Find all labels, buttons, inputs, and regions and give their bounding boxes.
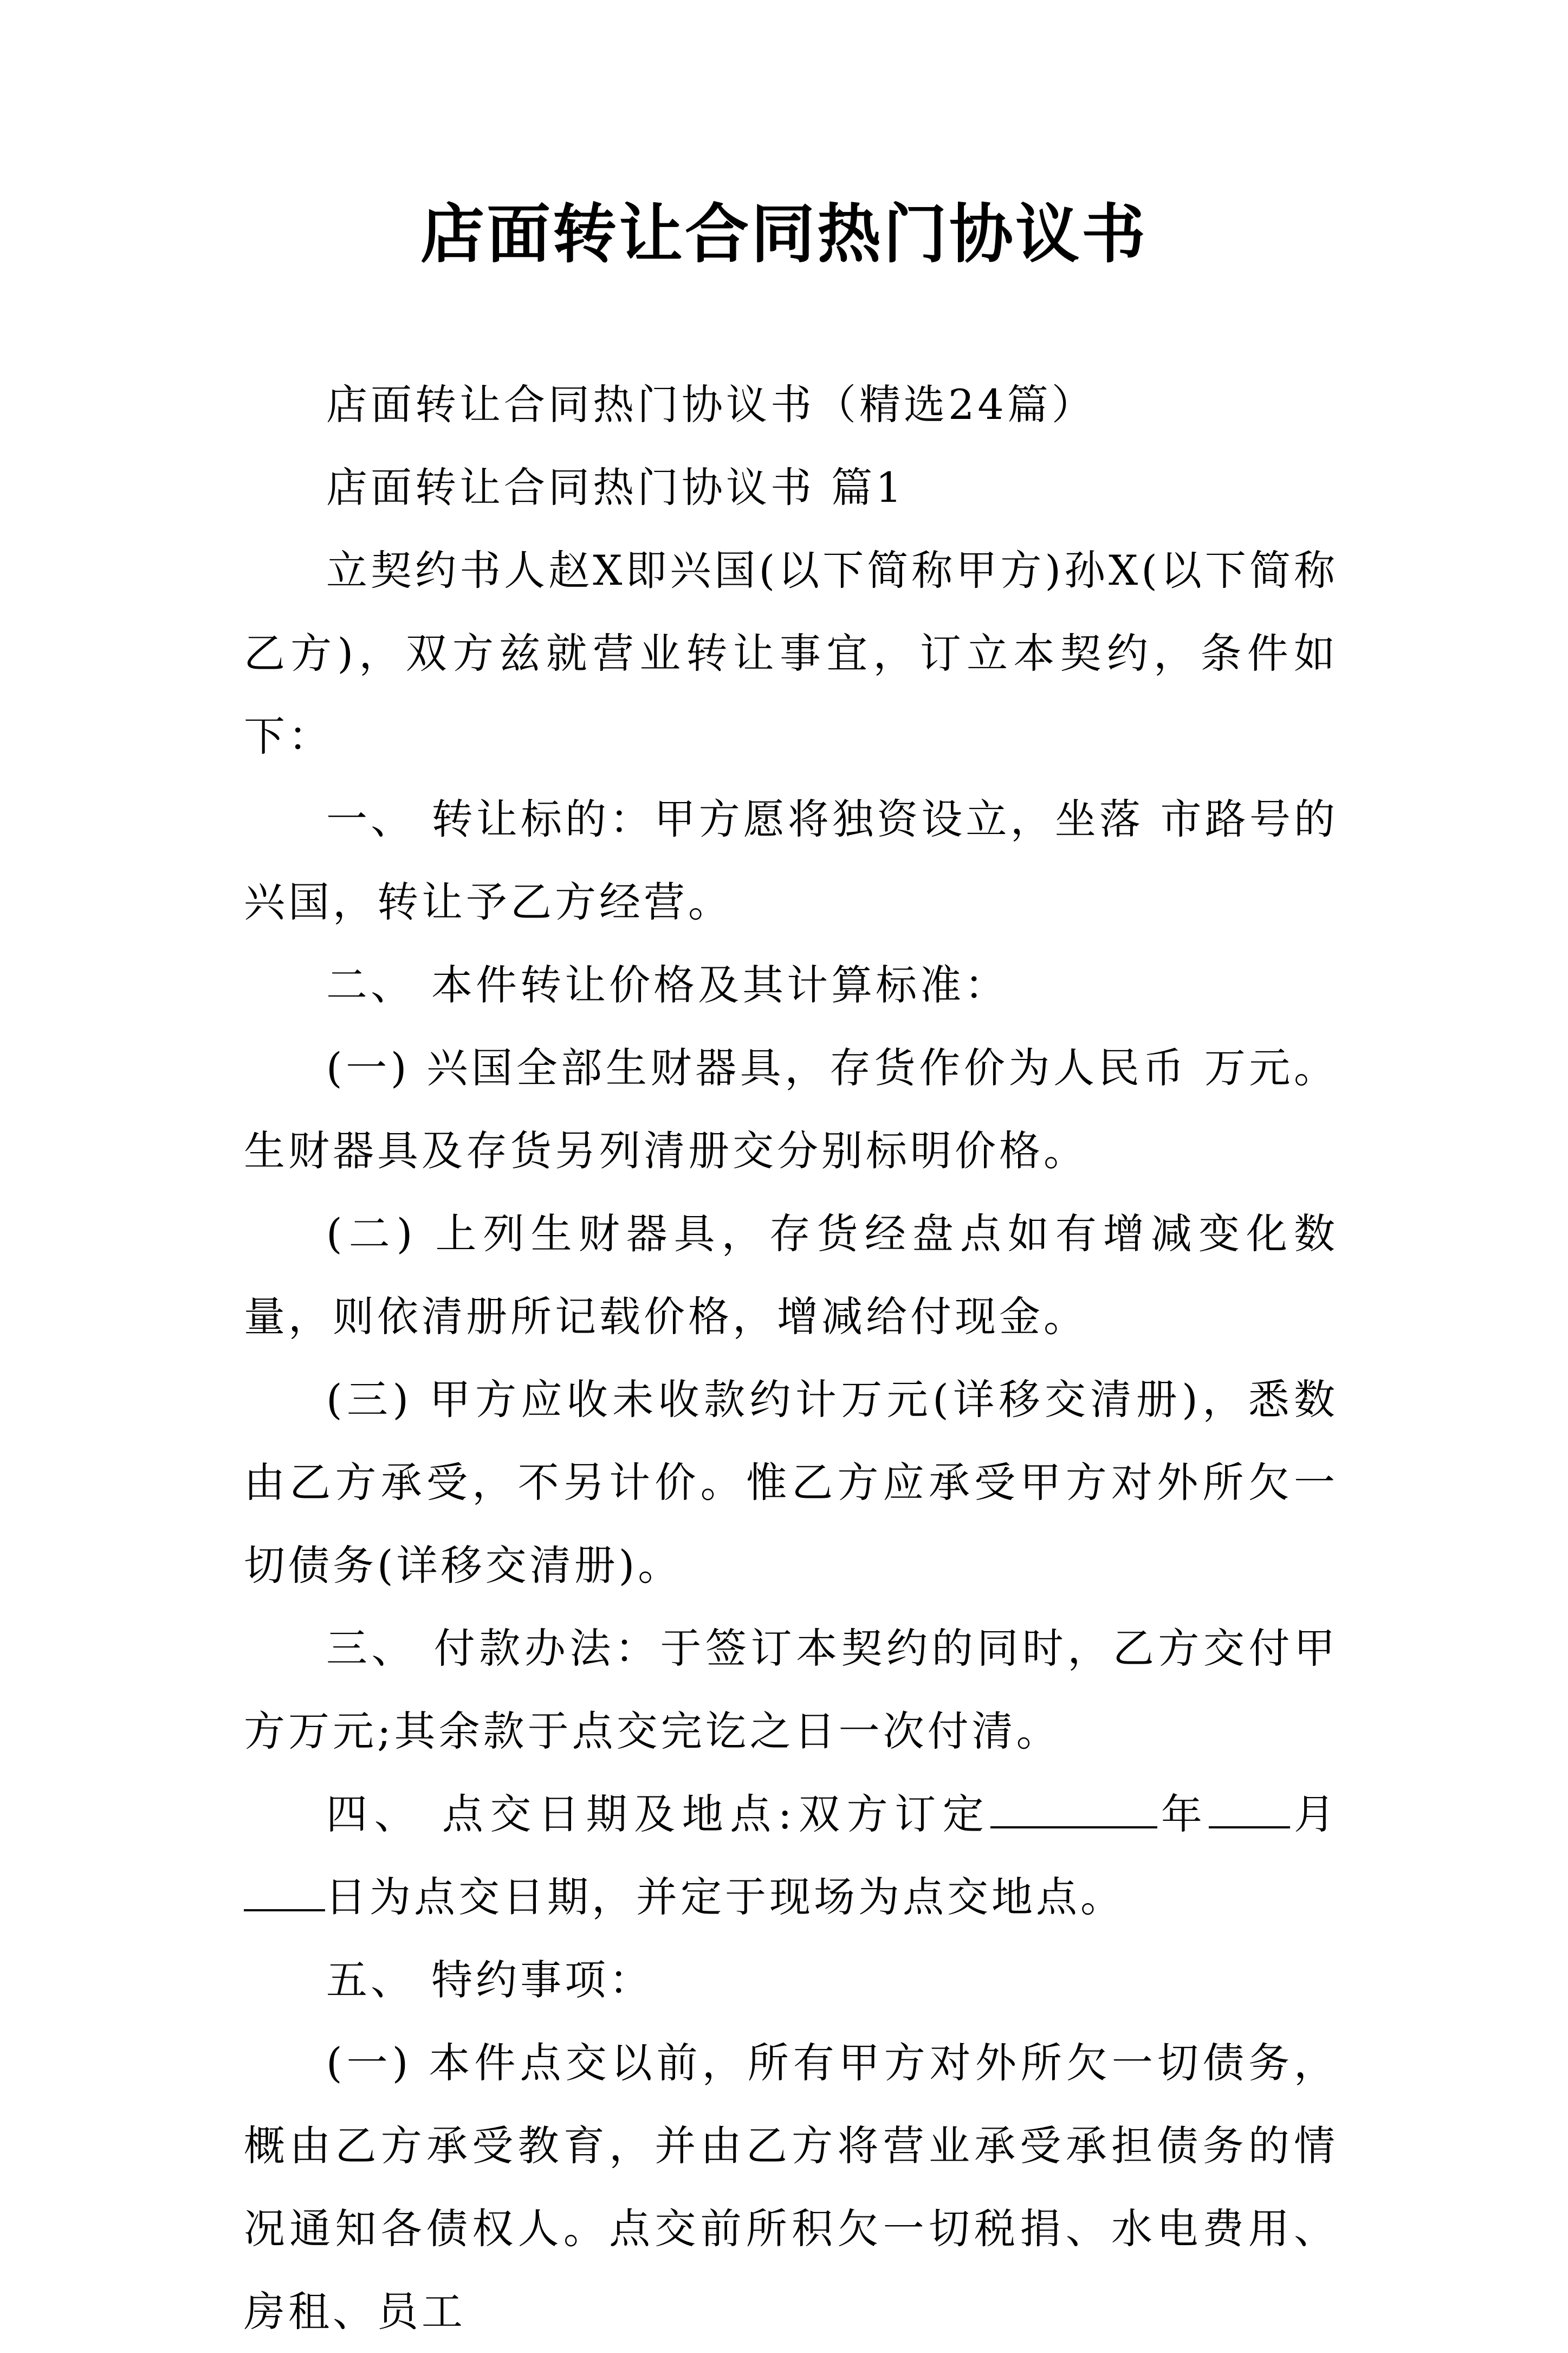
year-label: 年 [1157,1790,1209,1838]
subtitle-paragraph: 店面转让合同热门协议书（精选24篇） [326,380,1096,429]
document-body [244,363,1338,2353]
body-paragraph: (三) 甲方应收未收款约计万元(详移交清册)，悉数由乙方承受，不另计价。惟乙方应承受甲方对外所欠一切债务(详移交清册)。 [244,1375,1338,1589]
month-blank [1209,1792,1290,1828]
day-blank [244,1874,325,1911]
document-title: 店面转让合同热门协议书 [420,196,1148,272]
year-blank [990,1792,1157,1828]
body-paragraph: 一、 转让标的：甲方愿将独资设立，坐落 市路号的兴国，转让予乙方经营。 [244,795,1338,926]
date-prefix: 四、 点交日期及地点:双方订定 [326,1790,991,1838]
date-paragraph [244,1773,1338,1938]
date-suffix: 日为点交日期，并定于现场为点交地点。 [325,1873,1125,1921]
month-label: 月 [1290,1790,1339,1838]
body-paragraph: 五、 特约事项： [326,1956,654,2004]
body-paragraph: (一) 兴国全部生财器具，存货作价为人民币 万元。生财器具及存货另列清册交分别标明价格。 [244,1044,1338,1175]
body-paragraph: (一) 本件点交以前，所有甲方对外所欠一切债务，概由乙方承受教育，并由乙方将营业承受承担债务的情况通知各债权人。点交前所积欠一切税捐、水电费用、房租、员工 [244,2039,1338,2336]
body-paragraph: (二) 上列生财器具，存货经盘点如有增减变化数量，则依清册所记载价格，增减给付现金。 [244,1210,1338,1341]
body-paragraph: 二、 本件转让价格及其计算标准： [326,961,1009,1009]
body-paragraph: 立契约书人赵X即兴国(以下简称甲方)孙X(以下简称乙方)，双方兹就营业转让事宜，订立本契约，条件如下： [244,546,1338,760]
body-paragraph: 三、 付款办法：于签订本契约的同时，乙方交付甲方万元;其余款于点交完讫之日一次付清。 [244,1624,1338,1755]
section-heading: 店面转让合同热门协议书 篇1 [326,463,905,512]
